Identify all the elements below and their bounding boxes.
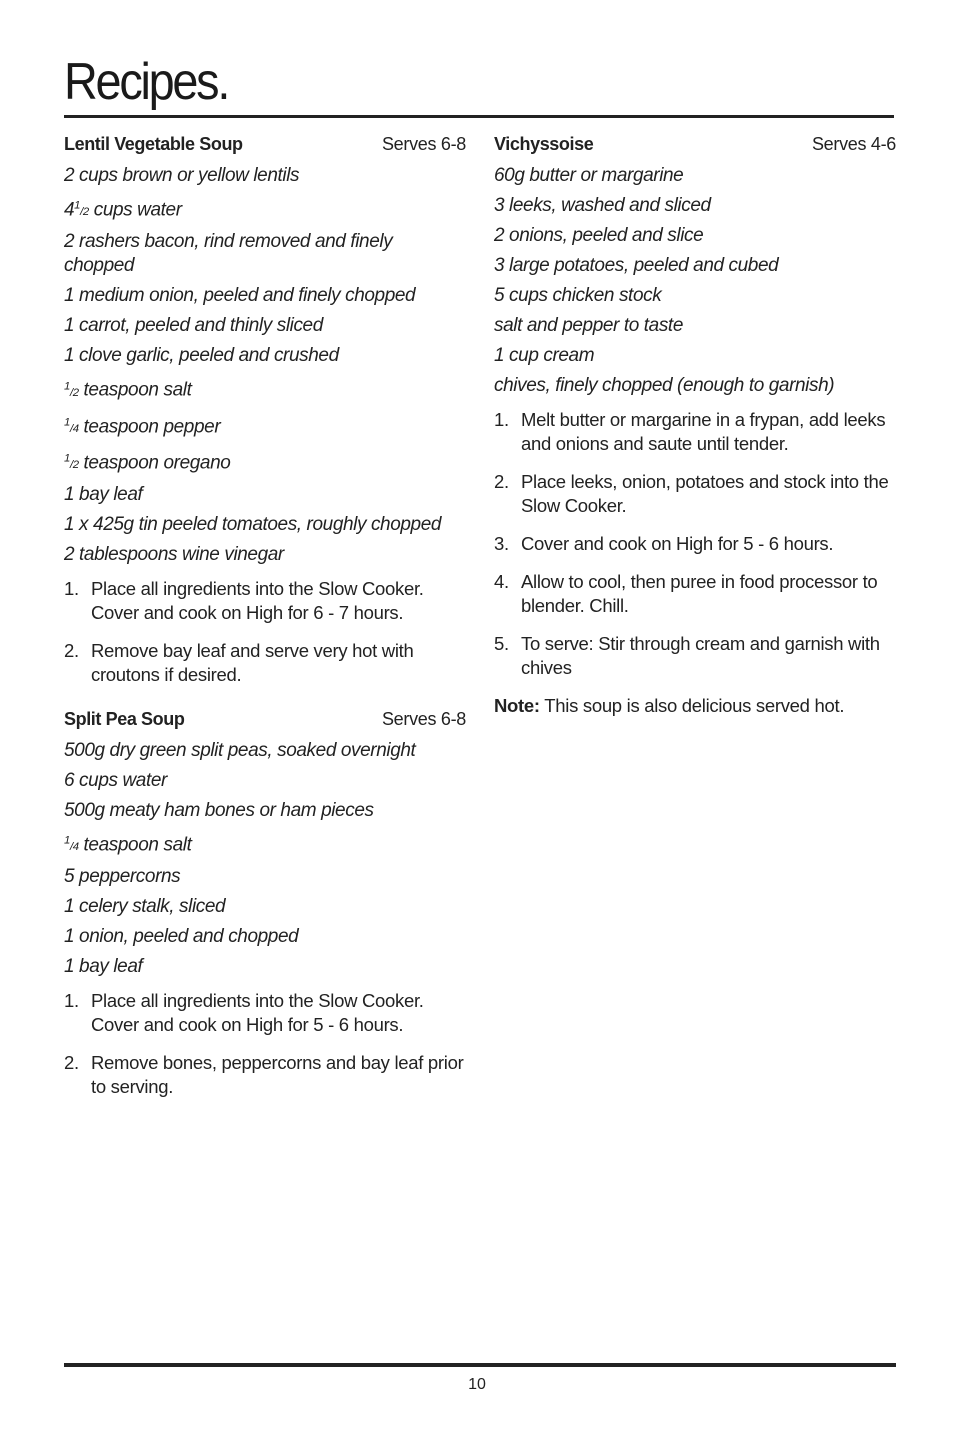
recipe-title: Vichyssoise: [494, 134, 594, 154]
recipe-vichyssoise: [494, 134, 896, 718]
bottom-rule: [64, 1363, 896, 1367]
note-label: Note:: [494, 695, 540, 716]
ingredient-item: 1 medium onion, peeled and finely chopped: [64, 285, 416, 307]
step-number: 2.: [494, 471, 509, 492]
step-text: Place all ingredients into the Slow Cooker. Cover and cook on High for 5 - 6 hours.: [91, 990, 424, 1036]
step-text: Remove bay leaf and serve very hot with croutons if desired.: [91, 640, 414, 686]
ingredient-item: 2 onions, peeled and slice: [494, 225, 704, 246]
step-text: Place leeks, onion, potatoes and stock into the Slow Cooker.: [521, 471, 889, 516]
recipe-header: [64, 709, 466, 735]
step-text: Cover and cook on High for 5 - 6 hours.: [521, 533, 834, 554]
step-text: Remove bones, peppercorns and bay leaf prior to serving.: [91, 1052, 464, 1098]
ingredient-item: 1 onion, peeled and chopped: [64, 926, 299, 948]
step-text: Place all ingredients into the Slow Cooker. Cover and cook on High for 6 - 7 hours.: [91, 578, 424, 624]
method-step: [494, 570, 896, 618]
ingredient-item: 1 clove garlic, peeled and crushed: [64, 345, 339, 367]
step-number: 5.: [494, 633, 509, 654]
ingredient-list: [494, 164, 896, 398]
ingredient-item: 5 cups chicken stock: [494, 285, 662, 306]
step-number: 4.: [494, 571, 509, 592]
method-step: [64, 639, 466, 687]
recipe-lentil-vegetable-soup: [64, 134, 466, 687]
left-column: [64, 134, 466, 1113]
step-number: 3.: [494, 533, 509, 554]
step-text: Allow to cool, then puree in food processor to blender. Chill.: [521, 571, 878, 616]
method-steps: [494, 408, 896, 680]
recipe-header: [64, 134, 466, 160]
recipe-note: [494, 694, 896, 718]
ingredient-item: 1 cup cream: [494, 345, 595, 366]
step-number: 1.: [494, 409, 509, 430]
ingredient-item: 3 leeks, washed and sliced: [494, 195, 711, 216]
ingredient-item: $4^1/2$ cups water: [64, 199, 182, 221]
ingredient-item: 6 cups water: [64, 770, 167, 792]
ingredient-item: 2 cups brown or yellow lentils: [64, 165, 300, 186]
recipe-title: Split Pea Soup: [64, 709, 185, 730]
ingredient-item: 3 large potatoes, peeled and cubed: [494, 255, 779, 276]
right-column: [494, 134, 896, 737]
ingredient-item: $^1$/4 teaspoon salt: [64, 834, 192, 856]
recipe-split-pea-soup: [64, 709, 466, 1099]
step-text: Melt butter or margarine in a frypan, add leeks and onions and saute until tender.: [521, 409, 886, 454]
ingredient-item: 5 peppercorns: [64, 866, 181, 888]
ingredient-item: 1 x 425g tin peeled tomatoes, roughly chopped: [64, 514, 442, 536]
ingredient-item: 2 tablespoons wine vinegar: [64, 544, 284, 566]
method-step: [494, 532, 896, 556]
recipe-title: Lentil Vegetable Soup: [64, 134, 243, 154]
step-number: 1.: [64, 990, 79, 1012]
step-number: 2.: [64, 640, 79, 662]
method-steps: [64, 577, 466, 687]
ingredient-list: [64, 739, 466, 979]
step-number: 1.: [64, 578, 79, 600]
method-step: [494, 408, 896, 456]
method-step: [64, 1051, 466, 1099]
ingredient-item: chives, finely chopped (enough to garnish): [494, 375, 835, 396]
ingredient-item: 60g butter or margarine: [494, 165, 684, 186]
page-number: 10: [468, 1376, 486, 1393]
ingredient-item: 1 bay leaf: [64, 956, 143, 978]
note-text: This soup is also delicious served hot.: [539, 695, 845, 716]
recipe-header: [494, 134, 896, 160]
recipe-serves: Serves 6-8: [381, 134, 466, 154]
ingredient-item: 1 carrot, peeled and thinly sliced: [64, 315, 323, 337]
recipe-serves: Serves 4-6: [811, 134, 896, 154]
method-steps: [64, 989, 466, 1099]
ingredient-item: $^1$/2 teaspoon salt: [64, 379, 192, 401]
method-step: [64, 989, 466, 1037]
top-rule: [64, 115, 894, 118]
ingredient-item: 2 rashers bacon, rind removed and finely chopped: [64, 231, 393, 277]
method-step: [494, 470, 896, 518]
ingredient-item: 1 celery stalk, sliced: [64, 896, 226, 918]
ingredient-item: 1 bay leaf: [64, 484, 143, 506]
method-step: [494, 632, 896, 680]
step-number: 2.: [64, 1052, 79, 1074]
ingredient-item: salt and pepper to taste: [494, 315, 683, 336]
ingredient-item: $^1$/2 teaspoon oregano: [64, 452, 231, 474]
page-title: Recipes.: [64, 53, 229, 111]
ingredient-list: [64, 164, 466, 567]
ingredient-item: $^1$/4 teaspoon pepper: [64, 415, 221, 437]
step-text: To serve: Stir through cream and garnish with chives: [521, 633, 880, 678]
ingredient-item: 500g dry green split peas, soaked overnight: [64, 740, 416, 762]
method-step: [64, 577, 466, 625]
ingredient-item: 500g meaty ham bones or ham pieces: [64, 800, 374, 822]
recipe-serves: Serves 6-8: [381, 709, 466, 730]
